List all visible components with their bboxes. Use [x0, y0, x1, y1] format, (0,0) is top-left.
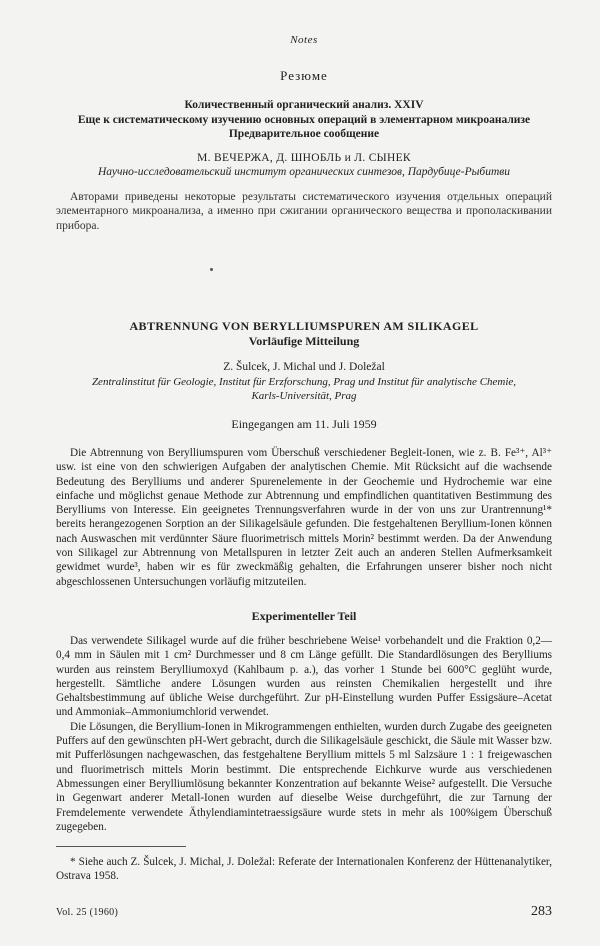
page-footer	[56, 904, 552, 920]
article-affiliation-line-1: Zentralinstitut für Geologie, Institut für Erzforschung, Prag und Institut für analytische Chemie,	[91, 376, 517, 388]
introduction-paragraph: Die Abtrennung von Berylliumspuren vom Überschuß verschiedener Begleit-Ionen, wie z. B. Fe³⁺, Al³⁺ usw. ist eine von den schwierigen Aufgaben der analytischen Chemie. Mit Rücksicht auf die wachsende Bedeutung des Berylliums und anderer Spurenelemente in der Geochemie und Hydrochemie war eine einfache und möglichst genaue Methode zur Abtrennung und empfindlichen quantitativen Bestimmung des Berylliums von Interesse. Ein geeignetes Trennungsverfahren wurde in der von uns zur Urantrennung¹* bereits herangezogenen Sorption an der Silikagelsäule gefunden. Die festgehaltenen Beryllium-Ionen können nach Auswaschen mit verdünnter Säure fluorimetrisch mittels Morin² bestimmt werden. Da der Anwendung von Silikagel zur Abtrennung von Metallspuren in letzter Zeit auch an anderen Stellen Aufmerksamkeit gewidmet wurde³, haben wir es für zweckmäßig gehalten, die Erfahrungen unserer bisher noch nicht abgeschlossenen Untersuchungen vorläufig mitzuteilen.	[56, 447, 552, 588]
print-speck	[210, 268, 213, 271]
resume-title-line-2: Еще к систематическому изучению основных операций в элементарном микроанализе	[77, 113, 531, 126]
page-number: 283	[531, 904, 552, 919]
footnote: * Siehe auch Z. Šulcek, J. Michal, J. Doležal: Referate der Internationalen Konferenz der Hüttenanalytiker, Ostrava 1958.	[56, 856, 552, 883]
footnote-rule	[56, 846, 186, 847]
article	[56, 319, 552, 884]
resume-title-line-1: Количественный органический анализ. XXIV	[184, 99, 424, 111]
resume-abstract: Авторами приведены некоторые результаты систематического изучения отдельных операций элементарного микроанализа, а именно при сжигании органического вещества и прополаскивании прибора.	[56, 190, 552, 232]
running-head: Notes	[290, 34, 318, 46]
article-subtitle: Vorläufige Mitteilung	[248, 334, 360, 348]
russian-resume	[56, 68, 552, 233]
resume-heading: Резюме	[280, 68, 328, 83]
section-heading: Experimenteller Teil	[251, 608, 357, 623]
article-authors: Z. Šulcek, J. Michal und J. Doležal	[223, 361, 385, 373]
resume-affiliation: Научно-исследовательский институт органических синтезов, Пардубице-Рыбитви	[97, 165, 511, 178]
article-affiliation-line-2: Karls-Universität, Prag	[251, 390, 357, 402]
experimental-paragraph-2: Die Lösungen, die Beryllium-Ionen in Mikrogrammengen enthielten, wurden durch Zugabe des geeigneten Puffers auf den gewünschten pH-Wert gebracht, durch die Silikagelsäule geschickt, die Säule mit Wasser bzw. mit Pufferlösungen nachgewaschen, das festgehaltene Beryllium mittels 5 ml Salzsäure 1 : 1 freigewaschen und fluorimetrisch mittels Morin bestimmt. Die entsprechende Eichkurve wurde aus verschiedenen Abmessungen einer Berylliumlösung bekannter Konzentration auf bekannte Weise² aufgestellt. Die Versuche in Gegenwart anderer Metall-Ionen wurden auf dieselbe Weise durchgeführt, die zur Tarnung der Fremdelemente verwendete Äthylendiamintetraessigsäure wurde stets in mehr als 100%igem Überschuß zugegeben.	[56, 720, 552, 833]
resume-title-line-3: Предварительное сообщение	[228, 128, 380, 140]
experimental-paragraph-1: Das verwendete Silikagel wurde auf die früher beschriebene Weise¹ vorbehandelt und die Fraktion 0,2—0,4 mm in Säulen mit 1 cm² Durchmesser und 8 cm Länge gefüllt. Die Standardlösungen des Berylliums wurden aus reinstem Berylliumoxyd (Kahlbaum p. a.), das vorher 1 Stunde bei 600°C geglüht wurde, hergestellt. Sämtliche andere Lösungen wurden aus reinsten Chemikalien hergestellt und ihre Gehaltsbestimmung auf übliche Weise durchgeführt. Zur pH-Einstellung wurden Puffer Essigsäure–Acetat und Ammoniak–Ammoniumchlorid verwendet.	[56, 634, 552, 719]
received-date: Eingegangen am 11. Juli 1959	[231, 417, 377, 431]
resume-authors: М. ВЕЧЕРЖА, Д. ШНОБЛЬ и Л. СЫНЕК	[197, 151, 411, 164]
article-title: ABTRENNUNG VON BERYLLIUMSPUREN AM SILIKAGEL	[129, 319, 479, 333]
volume-label: Vol. 25 (1960)	[56, 907, 119, 918]
